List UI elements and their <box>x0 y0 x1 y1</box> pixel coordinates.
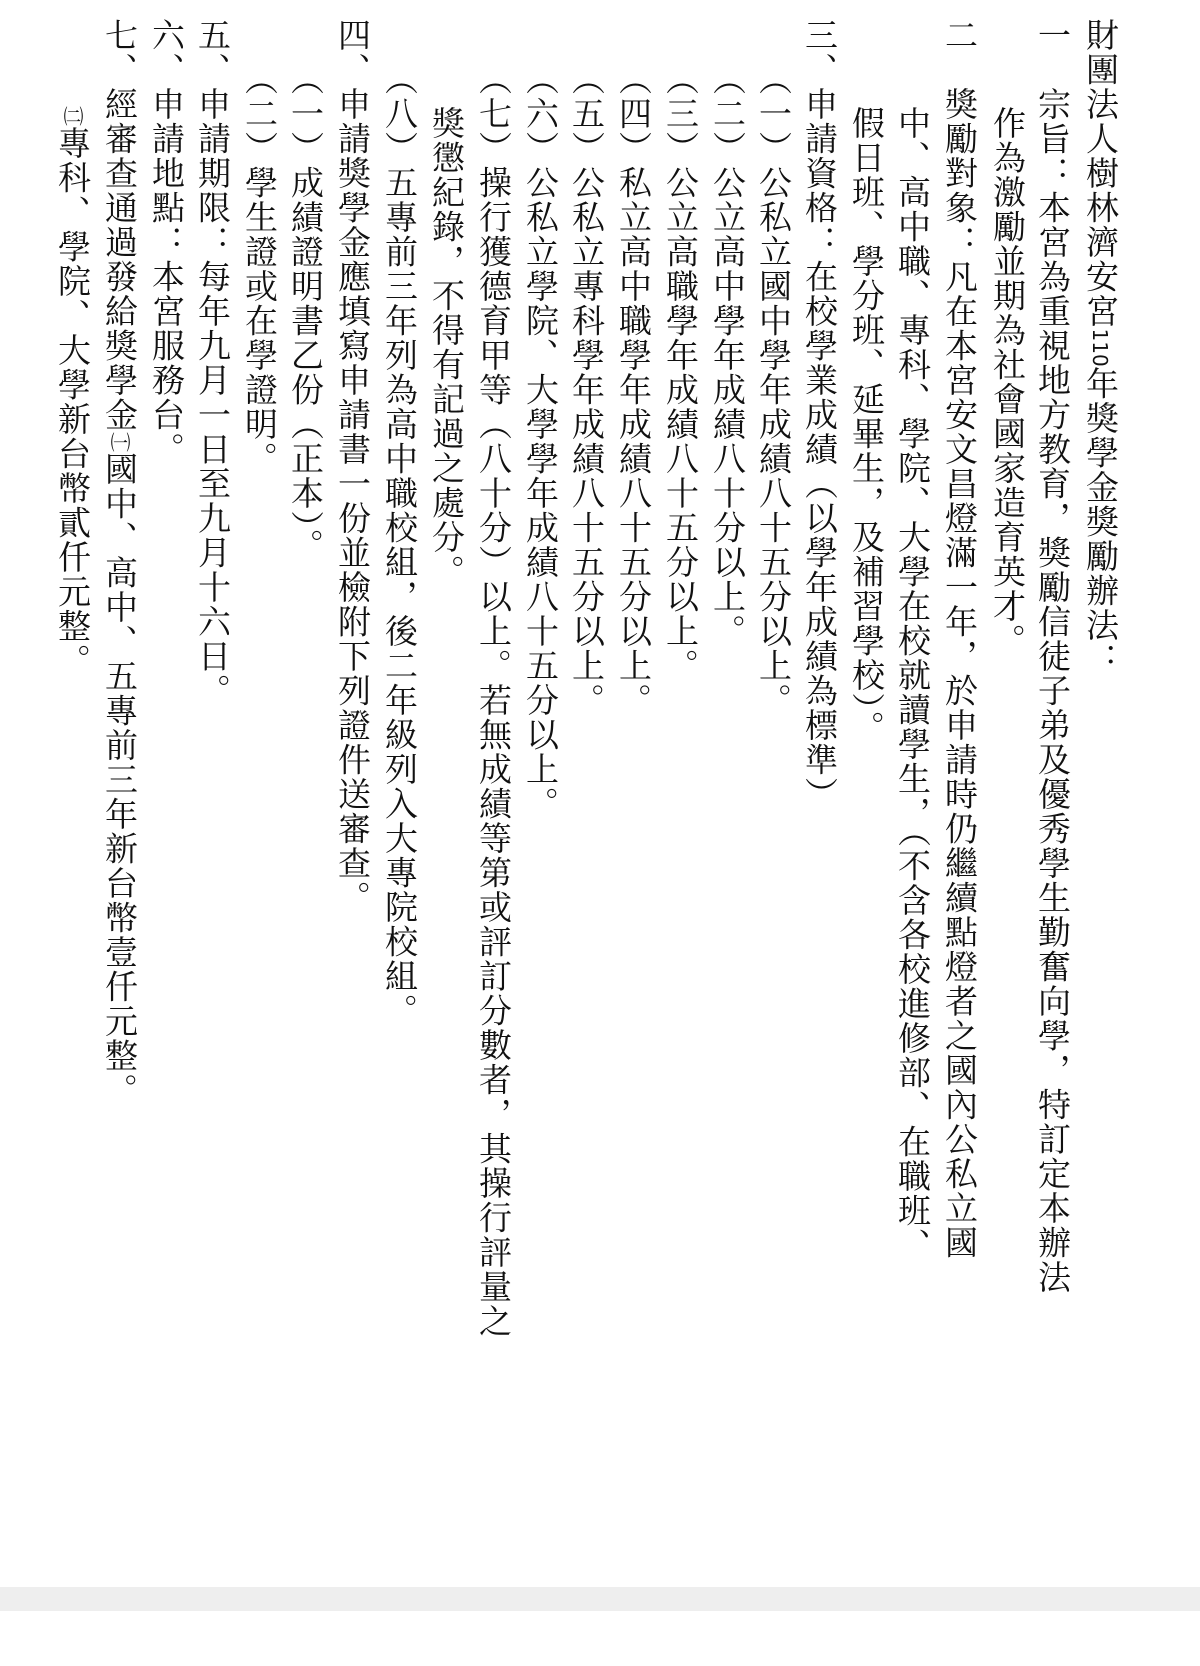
title-suffix: 年獎學金獎勵辦法： <box>1081 366 1120 678</box>
award-marker-1: ㈠ <box>107 432 131 452</box>
bottom-scroll-strip <box>0 1587 1200 1611</box>
text-column-purpose: 一 宗旨：本宮為重視地方教育，獎勵信徒子弟及優秀學生勤奮向學，特訂定本辦法 <box>1033 18 1072 1295</box>
text-column-qualification-7-cont: 獎懲紀錄，不得有記過之處分。 <box>427 106 466 589</box>
text-column-eligible-recipients-cont-2: 假日班、學分班、延畢生，及補習學校）。 <box>847 106 886 745</box>
text-column-qualification-2: （二）公立高中學年成績八十分以上。 <box>708 62 747 649</box>
text-column-application-period: 五、申請期限：每年九月一日至九月十六日。 <box>193 18 232 708</box>
text-column-award-amounts <box>97 18 141 1578</box>
title-prefix: 財團法人樹林濟安宮 <box>1081 18 1120 329</box>
award-tier-2: 專科、學院、大學新台幣貳仟元整。 <box>53 126 92 678</box>
award-intro: 七、經審查通過發給獎學金 <box>100 18 139 432</box>
text-column-qualification-1: （一）公私立國中學年成績八十五分以上。 <box>754 62 793 718</box>
document-title <box>1078 18 1122 1578</box>
text-column-qualifications: 三、申請資格：在校學業成績（以學年成績為標準） <box>800 18 839 812</box>
text-column-qualification-5: （五）公私立專科學年成績八十五分以上。 <box>567 62 606 718</box>
text-column-award-tier-2 <box>50 106 94 1666</box>
text-column-qualification-7: （七）操行獲德育甲等（八十分）以上。若無成績等第或評訂分數者，其操行評量之 <box>474 62 513 1339</box>
title-year: 110 <box>1088 328 1112 367</box>
text-column-qualification-8: （八）五專前三年列為高中職校組，後二年級列入大專院校組。 <box>380 62 419 1028</box>
award-marker-2: ㈡ <box>60 106 84 126</box>
text-column-document-2: （二）學生證或在學證明。 <box>240 62 279 476</box>
text-column-qualification-3: （三）公立高職學年成績八十五分以上。 <box>661 62 700 683</box>
text-column-qualification-6: （六）公私立學院、大學學年成績八十五分以上。 <box>521 62 560 821</box>
text-column-eligible-recipients-cont-1: 中、高中職、專科、學院、大學在校就讀學生，（不含各校進修部、在職班、 <box>893 106 932 1263</box>
text-column-purpose-cont: 作為激勵並期為社會國家造育英才。 <box>988 106 1027 658</box>
text-column-qualification-4: （四）私立高中職學年成績八十五分以上。 <box>614 62 653 718</box>
text-column-application-location: 六、申請地點：本宮服務台。 <box>147 18 186 467</box>
award-tier-1: 國中、高中、五專前三年新台幣壹仟元整。 <box>100 452 139 1108</box>
text-column-eligible-recipients: 二 獎勵對象：凡在本宮安文昌燈滿一年，於申請時仍繼續點燈者之國內公私立國 <box>940 18 979 1260</box>
text-column-application-documents: 四、申請獎學金應填寫申請書一份並檢附下列證件送審查。 <box>333 18 372 915</box>
text-column-document-1: （一）成績證明書乙份（正本）。 <box>286 62 325 563</box>
